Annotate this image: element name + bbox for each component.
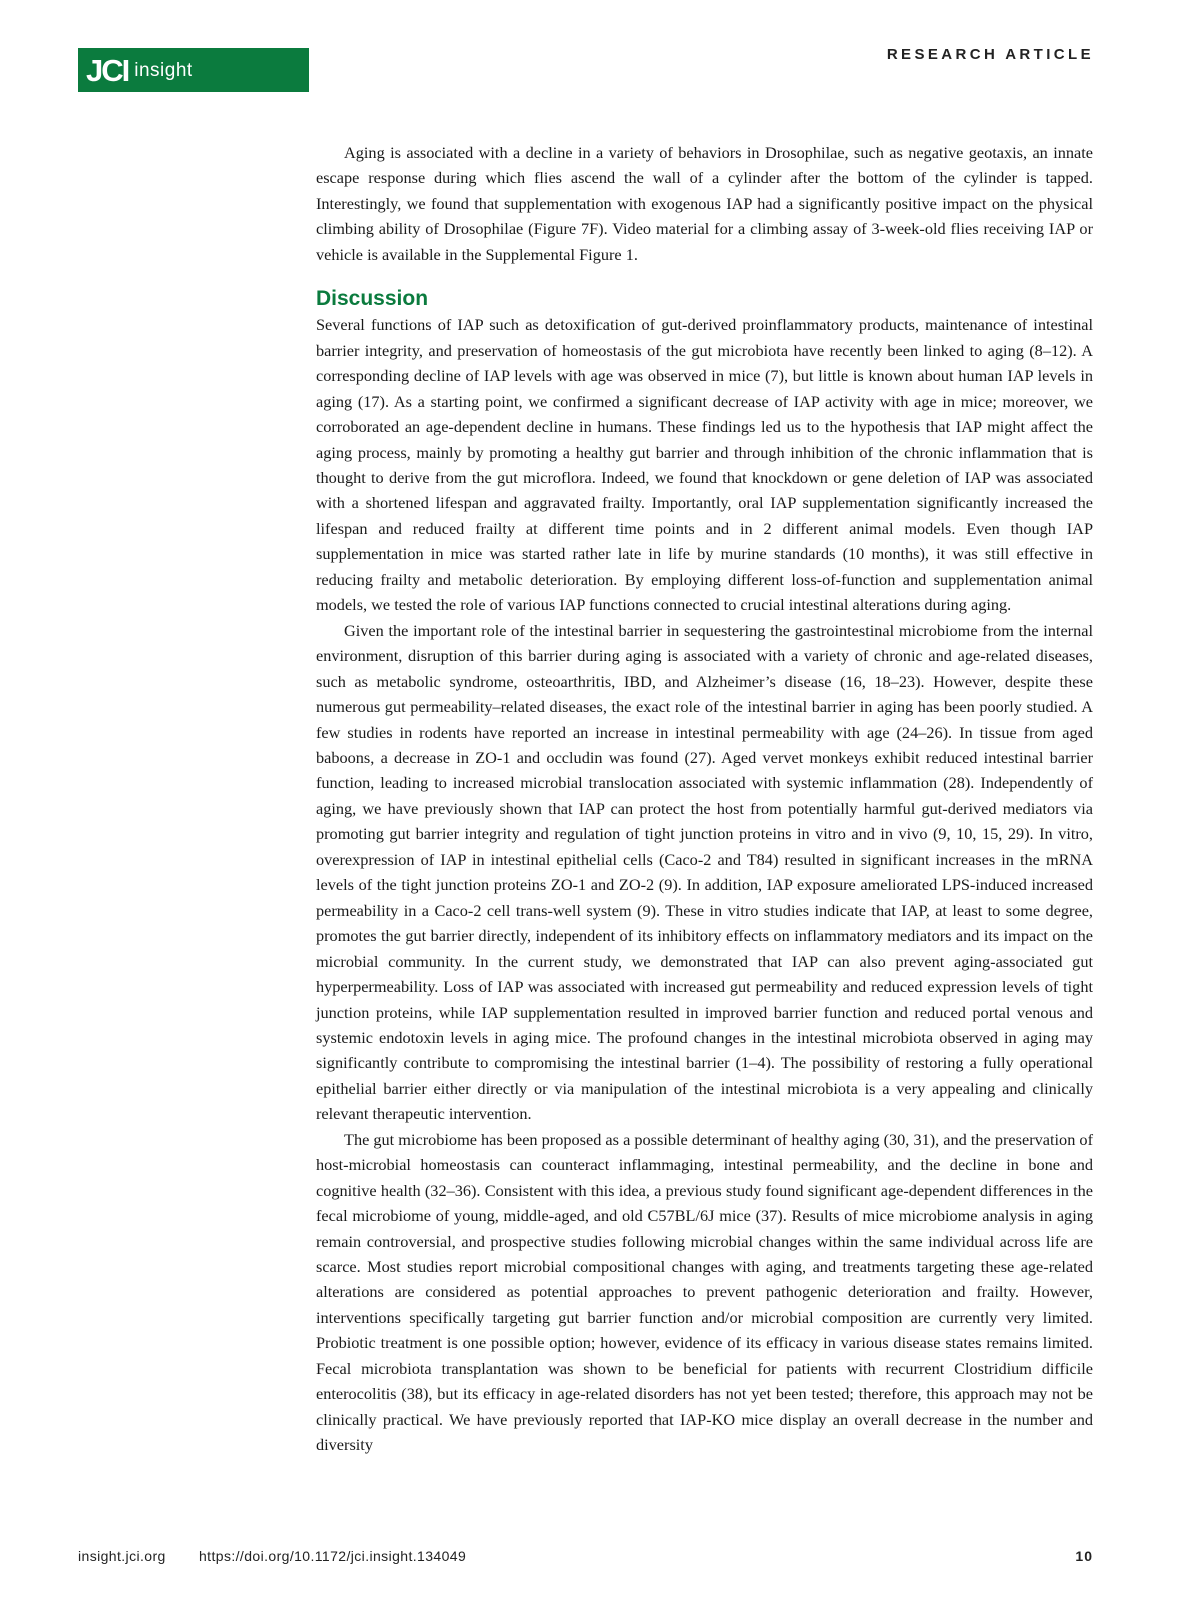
discussion-paragraph-1: Several functions of IAP such as detoxification of gut-derived proinflammatory products, maintenance of intestinal barrier integrity, and preservation of homeostasis of the gut microbiota have recently been linked to aging (8–12). A corresponding decline of IAP levels with age was observed in mice (7), but little is known about human IAP levels in aging (17). As a starting point, we confirmed a significant decrease of IAP activity with age in mice; moreover, we corroborated an age-dependent decline in humans. These findings led us to the hypothesis that IAP might affect the aging process, mainly by promoting a healthy gut barrier and through inhibition of the chronic inflammation that is thought to derive from the gut microflora. Indeed, we found that knockdown or gene deletion of IAP was associated with a shortened lifespan and aggravated frailty. Importantly, oral IAP supplementation significantly increased the lifespan and reduced frailty at different time points and in 2 different animal models. Even though IAP supplementation in mice was started rather late in life by murine standards (10 months), it was still effective in reducing frailty and metabolic deterioration. By employing different loss-of-function and supplementation animal models, we tested the role of various IAP functions connected to crucial intestinal alterations during aging. (316, 315, 1093, 615)
discussion-paragraph-3: The gut microbiome has been proposed as a possible determinant of healthy aging (30, 31), and the preservation of host-microbial homeostasis can counteract inflammaging, intestinal permeability, and the decline in bone and cognitive health (32–36). Consistent with this idea, a previous study found significant age-dependent differences in the fecal microbiome of young, middle-aged, and old C57BL/6J mice (37). Results of mice microbiome analysis in aging remain controversial, and prospective studies following microbial changes within the same individual across life are scarce. Most studies report microbial compositional changes with aging, and treatments targeting these age-related alterations are considered as potential approaches to prevent pathogenic deterioration and frailty. However, interventions specifically targeting gut barrier function and/or microbial composition are currently very limited. Probiotic treatment is one possible option; however, evidence of its efficacy in various disease states remains limited. Fecal microbiota transplantation was shown to be beneficial for patients with recurrent Clostridium difficile enterocolitis (38), but its efficacy in age-related disorders has not yet been tested; therefore, this approach may not be clinically practical. We have previously reported that IAP-KO mice display an overall decrease in the number and diversity (316, 1129, 1093, 1455)
intro-paragraph: Aging is associated with a decline in a variety of behaviors in Drosophilae, such as negative geotaxis, an innate escape response during which flies ascend the wall of a cylinder after the bottom of the cylinder is tapped. Interestingly, we found that supplementation with exogenous IAP had a significantly positive impact on the physical climbing ability of Drosophilae (Figure 7F). Video material for a climbing assay of 3-week-old flies receiving IAP or vehicle is available in the Supplemental Figure 1. (316, 143, 1093, 264)
article-body (316, 140, 1093, 1458)
footer-site-link[interactable]: insight.jci.org (78, 1548, 166, 1564)
page-number: 10 (1075, 1548, 1093, 1564)
article-type-label: RESEARCH ARTICLE (886, 46, 1094, 63)
journal-logo (78, 48, 309, 92)
logo-insight-wordmark: insight (134, 59, 193, 81)
page-footer (78, 1548, 1093, 1566)
logo-jci-mark: JCI (86, 52, 129, 88)
footer-doi-link[interactable]: https://doi.org/10.1172/jci.insight.134049 (199, 1548, 467, 1564)
discussion-heading: Discussion (316, 287, 429, 311)
discussion-paragraph-2: Given the important role of the intestinal barrier in sequestering the gastrointestinal microbiome from the internal environment, disruption of this barrier during aging is associated with a variety of chronic and age-related diseases, such as metabolic syndrome, osteoarthritis, IBD, and Alzheimer’s disease (16, 18–23). However, despite these numerous gut permeability–related diseases, the exact role of the intestinal barrier in aging has been poorly studied. A few studies in rodents have reported an increase in intestinal permeability with age (24–26). In tissue from aged baboons, a decrease in ZO-1 and occludin was found (27). Aged vervet monkeys exhibit reduced intestinal barrier function, leading to increased microbial translocation associated with systemic inflammation (28). Independently of aging, we have previously shown that IAP can protect the host from potentially harmful gut-derived mediators via promoting gut barrier integrity and regulation of tight junction proteins in vitro and in vivo (9, 10, 15, 29). In vitro, overexpression of IAP in intestinal epithelial cells (Caco-2 and T84) resulted in significant increases in the mRNA levels of the tight junction proteins ZO-1 and ZO-2 (9). In addition, IAP exposure ameliorated LPS-induced increased permeability in a Caco-2 cell trans-well system (9). These in vitro studies indicate that IAP, at least to some degree, promotes the gut barrier directly, independent of its inhibitory effects on inflammatory mediators and its impact on the microbial community. In the current study, we demonstrated that IAP can also prevent aging-associated gut hyperpermeability. Loss of IAP was associated with increased gut permeability and reduced expression levels of tight junction proteins, while IAP supplementation resulted in improved barrier function and reduced portal venous and systemic endotoxin levels in aging mice. The profound changes in the intestinal microbiota observed in aging may significantly contribute to compromising the intestinal barrier (1–4). The possibility of restoring a fully operational epithelial barrier either directly or via manipulation of the intestinal microbiota is a very appealing and clinically relevant therapeutic intervention. (316, 620, 1093, 1124)
